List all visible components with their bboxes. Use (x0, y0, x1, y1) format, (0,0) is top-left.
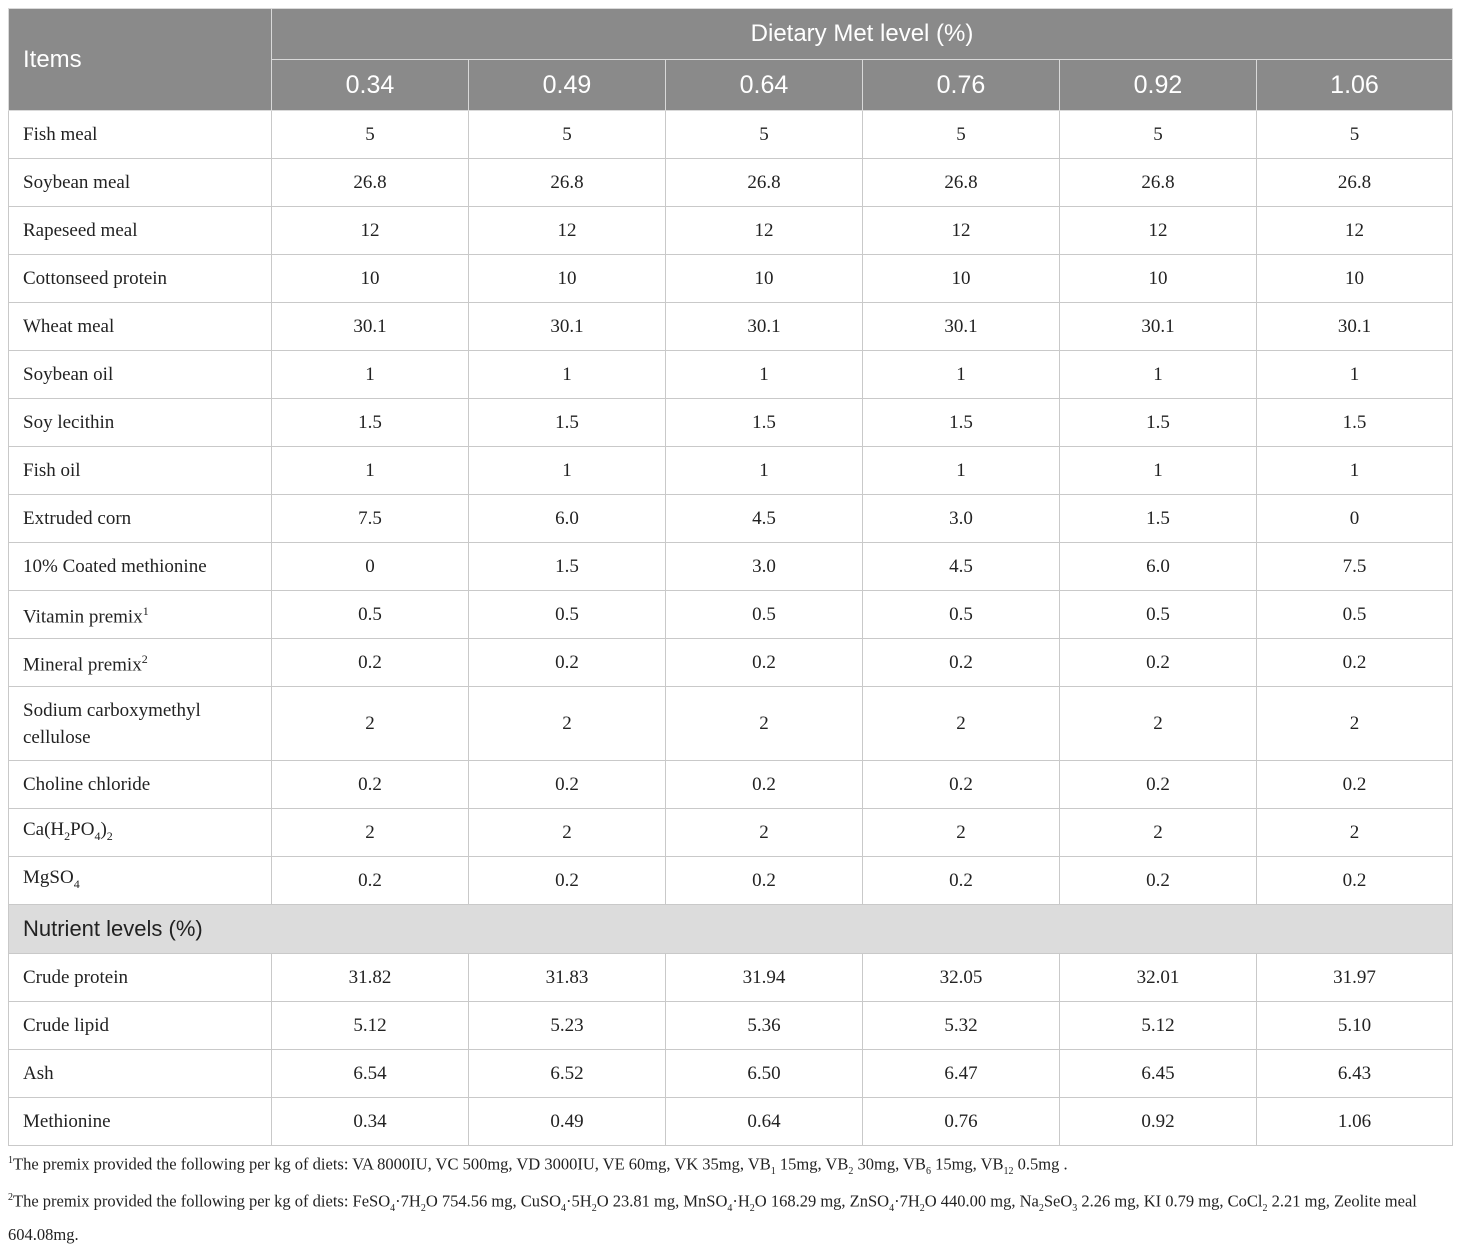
table-cell: 6.50 (666, 1050, 863, 1098)
level-header: 0.92 (1060, 60, 1257, 111)
table-cell: 26.8 (863, 159, 1060, 207)
footnote-text: 2 (591, 1202, 597, 1214)
table-cell: 10 (666, 255, 863, 303)
row-label (9, 1098, 272, 1146)
row-label (9, 954, 272, 1002)
table-cell: 6.0 (469, 495, 666, 543)
footnote-marker: 1 (8, 1155, 13, 1166)
table-cell: 31.97 (1257, 954, 1453, 1002)
footnote-text: SeO (1043, 1191, 1073, 1211)
footnote-text: 0.5mg . (1013, 1154, 1068, 1174)
row-label (9, 159, 272, 207)
footnote-text: 2 (919, 1202, 925, 1214)
table-row (9, 159, 1453, 207)
table-cell: 0.2 (469, 857, 666, 905)
table-cell: 5 (469, 111, 666, 159)
label-text: Sodium carboxymethyl cellulose (23, 699, 201, 748)
table-cell: 2 (272, 809, 469, 857)
row-label (9, 495, 272, 543)
table-cell: 2 (1257, 687, 1453, 761)
footnote-2 (8, 1185, 1452, 1248)
label-text: Cottonseed protein (23, 268, 168, 289)
items-header: Items (9, 9, 272, 111)
table-cell: 1 (272, 351, 469, 399)
level-header: 0.34 (272, 60, 469, 111)
footnote-marker: 1 (142, 604, 149, 619)
footnote-marker: 2 (8, 1191, 13, 1203)
table-row (9, 495, 1453, 543)
table-cell: 5 (1060, 111, 1257, 159)
level-header: 0.64 (666, 60, 863, 111)
table-cell: 0.2 (1257, 761, 1453, 809)
nutrient-section-label: Nutrient levels (%) (9, 905, 1453, 954)
footnote-text: 15mg, VB (930, 1154, 1004, 1174)
table-cell: 0.2 (469, 639, 666, 687)
table-row (9, 255, 1453, 303)
table-cell: 7.5 (1257, 543, 1453, 591)
section-row (9, 905, 1453, 954)
table-cell: 5 (1257, 111, 1453, 159)
footnote-text: The premix provided the following per kg of diets: VA 8000IU, VC 500mg, VD 3000IU, VE 60mg, VK 35mg, VB (13, 1154, 771, 1174)
table-row (9, 1050, 1453, 1098)
table-cell: 6.54 (272, 1050, 469, 1098)
table-cell: 0.5 (272, 591, 469, 639)
footnote-text: O 23.81 mg, MnSO (596, 1191, 728, 1211)
table-cell: 0.2 (666, 639, 863, 687)
footnote-text: 4 (727, 1202, 733, 1214)
table-cell: 0.49 (469, 1098, 666, 1146)
table-cell: 0.2 (1257, 857, 1453, 905)
footnote-text: 6 (925, 1165, 931, 1177)
table-cell: 26.8 (469, 159, 666, 207)
table-cell: 3.0 (666, 543, 863, 591)
table-cell: 12 (666, 207, 863, 255)
table-cell: 0.5 (863, 591, 1060, 639)
table-cell: 0.5 (469, 591, 666, 639)
table-cell: 26.8 (1060, 159, 1257, 207)
table-cell: 5.36 (666, 1002, 863, 1050)
table-cell: 30.1 (1257, 303, 1453, 351)
label-text: Soybean oil (23, 364, 114, 385)
table-cell: 32.01 (1060, 954, 1257, 1002)
table-cell: 10 (272, 255, 469, 303)
table-cell: 12 (469, 207, 666, 255)
row-label (9, 687, 272, 761)
label-part: Ca(H (23, 818, 65, 840)
label-text: Vitamin premix (23, 606, 143, 628)
footnote-text: 30mg, VB (853, 1154, 926, 1174)
table-cell: 0.2 (1257, 639, 1453, 687)
footnotes (8, 1148, 1452, 1248)
table-cell: 0.2 (272, 639, 469, 687)
label-part: MgSO (23, 866, 74, 888)
footnote-text: 15mg, VB (775, 1154, 849, 1174)
table-cell: 1 (863, 351, 1060, 399)
footnote-1 (8, 1148, 1452, 1185)
table-cell: 5.12 (272, 1002, 469, 1050)
table-cell: 0.5 (666, 591, 863, 639)
footnote-text: ·7H (894, 1191, 920, 1211)
table-cell: 0.64 (666, 1098, 863, 1146)
table-cell: 1 (1060, 447, 1257, 495)
table-row (9, 111, 1453, 159)
footnote-text: O 168.29 mg, ZnSO (754, 1191, 890, 1211)
table-cell: 6.45 (1060, 1050, 1257, 1098)
table-cell: 30.1 (469, 303, 666, 351)
level-header: 0.49 (469, 60, 666, 111)
table-cell: 6.43 (1257, 1050, 1453, 1098)
table-row (9, 591, 1453, 639)
footnote-text: ·7H (395, 1191, 421, 1211)
table-row (9, 1098, 1453, 1146)
table-cell: 26.8 (666, 159, 863, 207)
table-cell: 5 (666, 111, 863, 159)
footnote-text: 2 (749, 1202, 755, 1214)
footnote-text: 3 (1072, 1202, 1078, 1214)
table-row (9, 207, 1453, 255)
footnote-text: O 754.56 mg, CuSO (425, 1191, 562, 1211)
table-cell: 7.5 (272, 495, 469, 543)
table-cell: 1.5 (469, 399, 666, 447)
table-cell: 5 (863, 111, 1060, 159)
footnote-marker: 2 (141, 652, 148, 667)
table-cell: 32.05 (863, 954, 1060, 1002)
row-label (9, 303, 272, 351)
table-cell: 1 (1257, 447, 1453, 495)
table-cell: 0.2 (863, 639, 1060, 687)
table-cell: 1 (1060, 351, 1257, 399)
row-label (9, 399, 272, 447)
met-level-group-header: Dietary Met level (%) (272, 9, 1453, 60)
table-row (9, 447, 1453, 495)
table-cell: 30.1 (863, 303, 1060, 351)
table-cell: 5.23 (469, 1002, 666, 1050)
table-cell: 5.10 (1257, 1002, 1453, 1050)
table-cell: 2 (469, 809, 666, 857)
table-cell: 1.5 (272, 399, 469, 447)
footnote-text: 2 (1262, 1202, 1268, 1214)
footnote-text: 4 (390, 1202, 396, 1214)
row-label (9, 591, 272, 639)
table-cell: 0.2 (666, 857, 863, 905)
footnote-text: ·5H (566, 1191, 592, 1211)
row-label (9, 111, 272, 159)
footnote-text: 1 (770, 1165, 776, 1177)
footnote-text: 2.21 mg, Zeolite meal 604.08mg. (8, 1191, 1417, 1244)
table-row (9, 954, 1453, 1002)
table-cell: 0.2 (863, 857, 1060, 905)
table-cell: 1 (666, 351, 863, 399)
table-cell: 1.06 (1257, 1098, 1453, 1146)
table-cell: 1.5 (1257, 399, 1453, 447)
table-cell: 3.0 (863, 495, 1060, 543)
table-row (9, 1002, 1453, 1050)
table-cell: 0.92 (1060, 1098, 1257, 1146)
row-label (9, 857, 272, 905)
table-row (9, 303, 1453, 351)
table-cell: 26.8 (272, 159, 469, 207)
level-header: 0.76 (863, 60, 1060, 111)
table-cell: 31.94 (666, 954, 863, 1002)
table-cell: 30.1 (272, 303, 469, 351)
label-part: 2 (106, 828, 113, 843)
row-label (9, 255, 272, 303)
label-text: 10% Coated methionine (23, 556, 207, 577)
table-cell: 0.2 (666, 761, 863, 809)
footnote-text: 12 (1003, 1165, 1014, 1177)
label-part: ) (100, 818, 107, 840)
footnote-text: 4 (561, 1202, 567, 1214)
table-cell: 0.2 (863, 761, 1060, 809)
table-cell: 4.5 (666, 495, 863, 543)
table-row (9, 351, 1453, 399)
label-text: Extruded corn (23, 508, 132, 529)
footnote-text: O 440.00 mg, Na (924, 1191, 1039, 1211)
label-text: Crude lipid (23, 1015, 110, 1036)
table-cell: 1.5 (1060, 399, 1257, 447)
label-text: Mineral premix (23, 654, 142, 676)
label-text: Rapeseed meal (23, 220, 138, 241)
label-text: Fish oil (23, 460, 81, 481)
table-cell: 6.47 (863, 1050, 1060, 1098)
label-part: 4 (94, 828, 101, 843)
row-label (9, 639, 272, 687)
table-cell: 0.76 (863, 1098, 1060, 1146)
table-cell: 5.32 (863, 1002, 1060, 1050)
table-cell: 4.5 (863, 543, 1060, 591)
table-cell: 1 (469, 447, 666, 495)
label-part: 4 (73, 876, 80, 891)
table-cell: 12 (272, 207, 469, 255)
footnote-text: 2 (420, 1202, 426, 1214)
row-label (9, 809, 272, 857)
table-cell: 0.5 (1060, 591, 1257, 639)
table-row (9, 761, 1453, 809)
label-text: Soy lecithin (23, 412, 115, 433)
row-label (9, 761, 272, 809)
table-cell: 1.5 (863, 399, 1060, 447)
label-text: Choline chloride (23, 774, 151, 795)
row-label (9, 1002, 272, 1050)
table-cell: 2 (863, 687, 1060, 761)
table-cell: 2 (1060, 687, 1257, 761)
level-header: 1.06 (1257, 60, 1453, 111)
table-cell: 2 (666, 687, 863, 761)
table-cell: 1 (863, 447, 1060, 495)
table-cell: 26.8 (1257, 159, 1453, 207)
table-cell: 5 (272, 111, 469, 159)
row-label (9, 1050, 272, 1098)
row-label (9, 351, 272, 399)
table-cell: 1 (469, 351, 666, 399)
table-cell: 1 (1257, 351, 1453, 399)
label-text: Soybean meal (23, 172, 131, 193)
table-row (9, 543, 1453, 591)
table-cell: 30.1 (666, 303, 863, 351)
table-cell: 31.83 (469, 954, 666, 1002)
table-cell: 5.12 (1060, 1002, 1257, 1050)
table-cell: 1.5 (1060, 495, 1257, 543)
table-cell: 2 (863, 809, 1060, 857)
footnote-text: 4 (889, 1202, 895, 1214)
table-cell: 1 (272, 447, 469, 495)
label-text: Ash (23, 1063, 54, 1084)
label-part: 2 (64, 828, 71, 843)
table-cell: 1.5 (469, 543, 666, 591)
table-row (9, 399, 1453, 447)
table-cell: 10 (863, 255, 1060, 303)
table-row (9, 639, 1453, 687)
table-cell: 30.1 (1060, 303, 1257, 351)
table-cell: 0.2 (1060, 857, 1257, 905)
table-header (9, 9, 1453, 111)
table-cell: 2 (272, 687, 469, 761)
table-row (9, 809, 1453, 857)
label-text: Methionine (23, 1111, 111, 1132)
table-cell: 0.2 (272, 761, 469, 809)
table-body (9, 111, 1453, 1146)
row-label (9, 447, 272, 495)
table-row (9, 687, 1453, 761)
diet-composition-table (8, 8, 1453, 1146)
table-row (9, 857, 1453, 905)
table-cell: 2 (1257, 809, 1453, 857)
table-cell: 12 (863, 207, 1060, 255)
table-cell: 0.2 (272, 857, 469, 905)
table-cell: 10 (1257, 255, 1453, 303)
label-text: Crude protein (23, 967, 129, 988)
table-cell: 0.5 (1257, 591, 1453, 639)
table-cell: 0.2 (1060, 639, 1257, 687)
table-cell: 0.34 (272, 1098, 469, 1146)
table-cell: 2 (666, 809, 863, 857)
table-cell: 1 (666, 447, 863, 495)
table-cell: 6.0 (1060, 543, 1257, 591)
table-container (8, 8, 1452, 1248)
table-cell: 2 (469, 687, 666, 761)
table-cell: 6.52 (469, 1050, 666, 1098)
label-text: Wheat meal (23, 316, 115, 337)
table-cell: 12 (1060, 207, 1257, 255)
row-label (9, 543, 272, 591)
table-cell: 0 (1257, 495, 1453, 543)
table-cell: 1.5 (666, 399, 863, 447)
label-part: PO (70, 818, 95, 840)
table-cell: 10 (469, 255, 666, 303)
footnote-text: ·H (732, 1191, 750, 1211)
label-text: Fish meal (23, 124, 98, 145)
table-cell: 0.2 (469, 761, 666, 809)
footnote-text: 2.26 mg, KI 0.79 mg, CoCl (1077, 1191, 1263, 1211)
table-cell: 10 (1060, 255, 1257, 303)
table-cell: 2 (1060, 809, 1257, 857)
header-row-group (9, 9, 1453, 60)
footnote-text: The premix provided the following per kg of diets: FeSO (13, 1191, 391, 1211)
table-cell: 12 (1257, 207, 1453, 255)
table-cell: 31.82 (272, 954, 469, 1002)
table-cell: 0.2 (1060, 761, 1257, 809)
footnote-text: 2 (848, 1165, 854, 1177)
row-label (9, 207, 272, 255)
table-cell: 0 (272, 543, 469, 591)
footnote-text: 2 (1038, 1202, 1044, 1214)
